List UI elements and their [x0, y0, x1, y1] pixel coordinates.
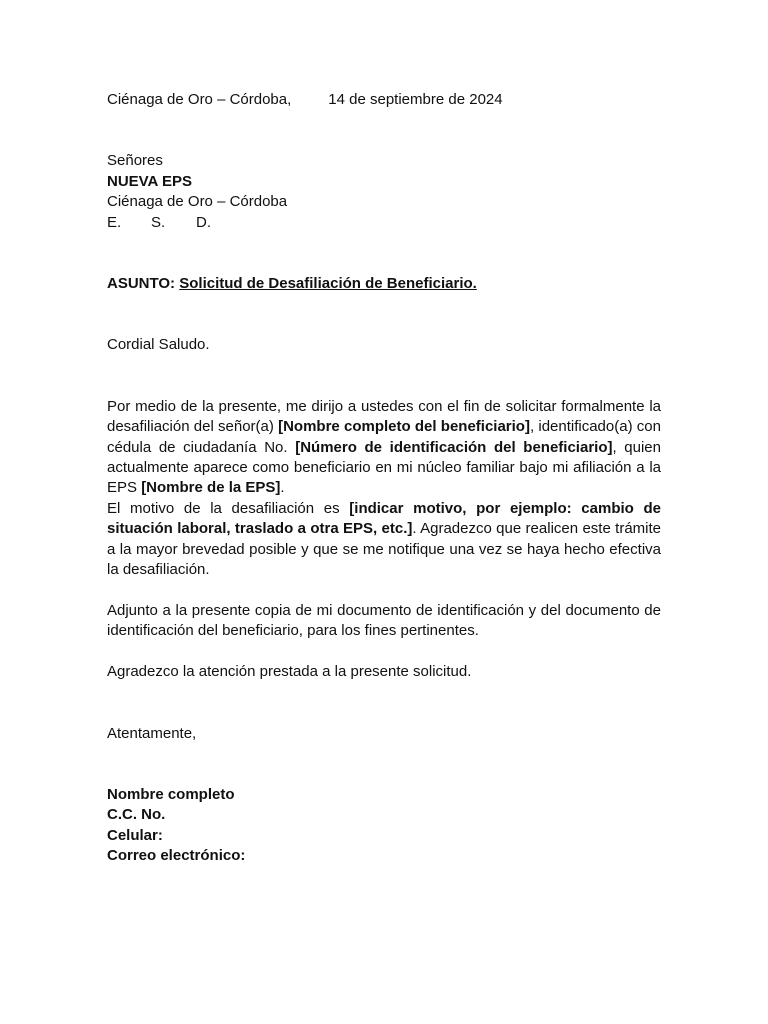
esd-s: S. — [151, 213, 166, 231]
date-line — [107, 90, 661, 110]
subject-label: ASUNTO: — [107, 275, 176, 293]
p1-text-3: , quien actualmente aparece como beneficiario en mi núcleo familiar bajo mi afiliación a la EPS — [107, 438, 661, 497]
recipient-greeting: Señores — [107, 152, 163, 170]
signature-block — [107, 785, 661, 867]
p1-text-2: , identificado(a) con cédula de ciudadanía No. — [107, 418, 661, 456]
esd-line — [107, 213, 661, 233]
subject-line — [107, 274, 661, 294]
p1-beneficiary-id: [Número de identificación del beneficiario] — [295, 438, 613, 456]
signature-cc: C.C. No. — [107, 806, 166, 824]
letter — [107, 90, 661, 867]
subject-text: Solicitud de Desafiliación de Beneficiario. — [179, 275, 477, 293]
closing: Atentamente, — [107, 724, 197, 742]
p1-eps-name: [Nombre de la EPS] — [141, 479, 281, 497]
date: 14 de septiembre de 2024 — [328, 91, 503, 108]
body-paragraph-3: Adjunto a la presente copia de mi documento de identificación y del documento de identificación del beneficiario, para los fines pertinentes. — [107, 601, 661, 640]
p2-text-1: El motivo de la desafiliación es — [107, 499, 350, 517]
p1-beneficiary-name: [Nombre completo del beneficiario] — [278, 418, 530, 436]
salutation: Cordial Saludo. — [107, 336, 210, 354]
recipient-city: Ciénaga de Oro – Córdoba — [107, 193, 288, 211]
esd-e: E. — [107, 213, 122, 231]
body-paragraph-4: Agradezco la atención prestada a la presente solicitud. — [107, 663, 472, 681]
p1-text-4: . — [280, 479, 285, 497]
body-paragraph-1 — [107, 397, 661, 499]
signature-name: Nombre completo — [107, 785, 235, 803]
p1-text-1: Por medio de la presente, me dirijo a ustedes con el fin de solicitar formalmente la desafiliación del señor(a) — [107, 397, 661, 436]
place: Ciénaga de Oro – Córdoba, — [107, 91, 292, 108]
p2-reason: [indicar motivo, por ejemplo: cambio de situación laboral, traslado a otra EPS, etc.] — [107, 499, 661, 538]
signature-email: Correo electrónico: — [107, 847, 246, 865]
esd-d: D. — [196, 213, 211, 231]
signature-phone: Celular: — [107, 826, 163, 844]
recipient-company: NUEVA EPS — [107, 172, 193, 190]
p2-text-2: . Agradezco que realicen este trámite a la mayor brevedad posible y que se me notifique una vez se haya hecho efectiva la desafiliación. — [107, 520, 661, 579]
recipient-block — [107, 151, 661, 233]
body-paragraph-2 — [107, 499, 661, 581]
